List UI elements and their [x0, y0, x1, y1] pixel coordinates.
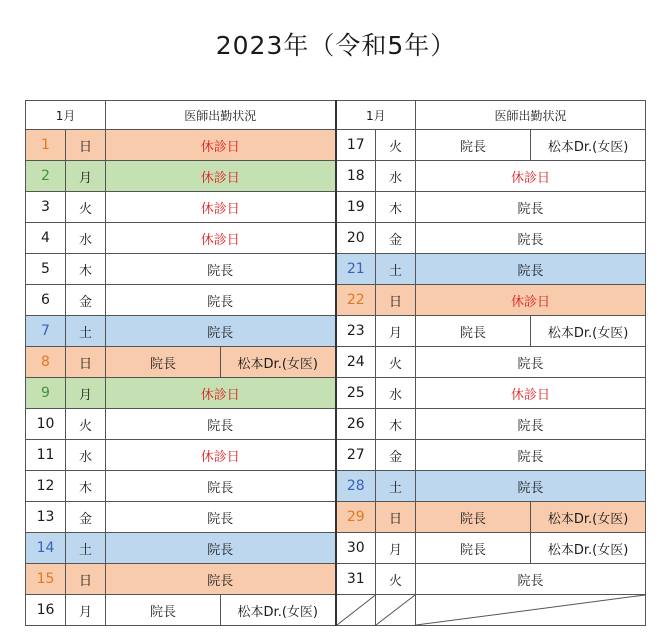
doctor-cell: 松本Dr.(女医) [531, 316, 646, 347]
day-number: 21 [336, 254, 376, 285]
day-number: 27 [336, 440, 376, 471]
table-row [26, 316, 646, 347]
day-number: 2 [26, 161, 66, 192]
day-number: 23 [336, 316, 376, 347]
day-of-week: 日 [376, 285, 416, 316]
header-row [26, 101, 646, 130]
doctor-cell: 院長 [416, 316, 531, 347]
month-header: 1月 [336, 101, 416, 130]
day-of-week: 木 [66, 471, 106, 502]
table-row [26, 409, 646, 440]
day-of-week: 日 [66, 347, 106, 378]
day-number: 19 [336, 192, 376, 223]
closed-cell: 休診日 [416, 378, 646, 409]
doctor-cell: 院長 [416, 347, 646, 378]
doctor-cell: 松本Dr.(女医) [531, 130, 646, 161]
day-number: 29 [336, 502, 376, 533]
day-of-week: 金 [66, 502, 106, 533]
empty-cell [416, 595, 646, 626]
table-row [26, 192, 646, 223]
doctor-cell: 院長 [106, 285, 336, 316]
day-number: 16 [26, 595, 66, 626]
day-of-week: 土 [66, 533, 106, 564]
doctor-cell: 院長 [416, 409, 646, 440]
doctor-cell: 院長 [106, 533, 336, 564]
doctor-cell: 院長 [416, 254, 646, 285]
closed-cell: 休診日 [106, 378, 336, 409]
day-of-week: 木 [66, 254, 106, 285]
table-row [26, 595, 646, 626]
day-number: 17 [336, 130, 376, 161]
day-of-week: 水 [376, 378, 416, 409]
day-number: 7 [26, 316, 66, 347]
day-number: 25 [336, 378, 376, 409]
table-row [26, 378, 646, 409]
day-number: 3 [26, 192, 66, 223]
day-of-week: 金 [66, 285, 106, 316]
closed-cell: 休診日 [106, 223, 336, 254]
table-row [26, 347, 646, 378]
day-of-week: 木 [376, 409, 416, 440]
doctor-cell: 院長 [416, 471, 646, 502]
day-of-week: 日 [66, 130, 106, 161]
closed-cell: 休診日 [106, 161, 336, 192]
day-of-week: 土 [376, 254, 416, 285]
closed-cell: 休診日 [106, 440, 336, 471]
doctor-cell: 院長 [106, 564, 336, 595]
doctor-cell: 院長 [106, 347, 221, 378]
day-of-week: 土 [66, 316, 106, 347]
day-of-week: 日 [66, 564, 106, 595]
closed-cell: 休診日 [416, 161, 646, 192]
page-title: 2023年（令和5年） [215, 31, 457, 60]
table-row [26, 533, 646, 564]
attendance-table [25, 100, 646, 626]
day-number: 22 [336, 285, 376, 316]
day-of-week: 火 [376, 347, 416, 378]
day-of-week: 金 [376, 223, 416, 254]
table-row [26, 502, 646, 533]
doctor-cell: 院長 [416, 502, 531, 533]
closed-cell: 休診日 [416, 285, 646, 316]
day-number: 26 [336, 409, 376, 440]
doctor-cell: 松本Dr.(女医) [221, 347, 336, 378]
status-header: 医師出勤状況 [106, 101, 336, 130]
day-of-week: 水 [376, 161, 416, 192]
day-number: 31 [336, 564, 376, 595]
doctor-cell: 松本Dr.(女医) [221, 595, 336, 626]
day-number: 1 [26, 130, 66, 161]
status-header: 医師出勤状況 [416, 101, 646, 130]
day-number: 13 [26, 502, 66, 533]
table-row [26, 564, 646, 595]
table-row [26, 440, 646, 471]
doctor-cell: 院長 [416, 192, 646, 223]
month-header: 1月 [26, 101, 106, 130]
day-of-week: 月 [66, 161, 106, 192]
day-number: 10 [26, 409, 66, 440]
day-number: 20 [336, 223, 376, 254]
day-of-week: 月 [376, 533, 416, 564]
table-row [26, 130, 646, 161]
day-number: 30 [336, 533, 376, 564]
day-of-week: 火 [376, 564, 416, 595]
doctor-cell: 松本Dr.(女医) [531, 533, 646, 564]
doctor-cell: 院長 [416, 533, 531, 564]
doctor-cell: 院長 [416, 564, 646, 595]
day-of-week: 日 [376, 502, 416, 533]
closed-cell: 休診日 [106, 130, 336, 161]
day-number: 11 [26, 440, 66, 471]
day-number: 15 [26, 564, 66, 595]
day-number: 28 [336, 471, 376, 502]
table-row [26, 471, 646, 502]
day-of-week: 土 [376, 471, 416, 502]
table-row [26, 161, 646, 192]
day-number: 9 [26, 378, 66, 409]
table-row [26, 223, 646, 254]
doctor-cell: 院長 [106, 471, 336, 502]
day-number: 5 [26, 254, 66, 285]
doctor-cell: 院長 [416, 223, 646, 254]
doctor-cell: 院長 [106, 316, 336, 347]
day-of-week: 金 [376, 440, 416, 471]
table-row [26, 285, 646, 316]
day-of-week: 火 [66, 192, 106, 223]
table-row [26, 254, 646, 285]
day-number: 18 [336, 161, 376, 192]
closed-cell: 休診日 [106, 192, 336, 223]
day-of-week: 火 [376, 130, 416, 161]
day-of-week: 火 [66, 409, 106, 440]
day-of-week: 水 [66, 223, 106, 254]
day-number: 8 [26, 347, 66, 378]
doctor-cell: 院長 [106, 254, 336, 285]
day-of-week: 水 [66, 440, 106, 471]
doctor-cell: 院長 [416, 440, 646, 471]
day-of-week: 月 [66, 378, 106, 409]
doctor-cell: 院長 [106, 595, 221, 626]
day-of-week: 木 [376, 192, 416, 223]
doctor-cell: 松本Dr.(女医) [531, 502, 646, 533]
empty-cell [336, 595, 376, 626]
day-of-week: 月 [66, 595, 106, 626]
day-of-week: 月 [376, 316, 416, 347]
doctor-cell: 院長 [106, 502, 336, 533]
day-number: 12 [26, 471, 66, 502]
day-number: 14 [26, 533, 66, 564]
empty-cell [376, 595, 416, 626]
doctor-cell: 院長 [106, 409, 336, 440]
day-number: 24 [336, 347, 376, 378]
day-number: 4 [26, 223, 66, 254]
day-number: 6 [26, 285, 66, 316]
doctor-cell: 院長 [416, 130, 531, 161]
